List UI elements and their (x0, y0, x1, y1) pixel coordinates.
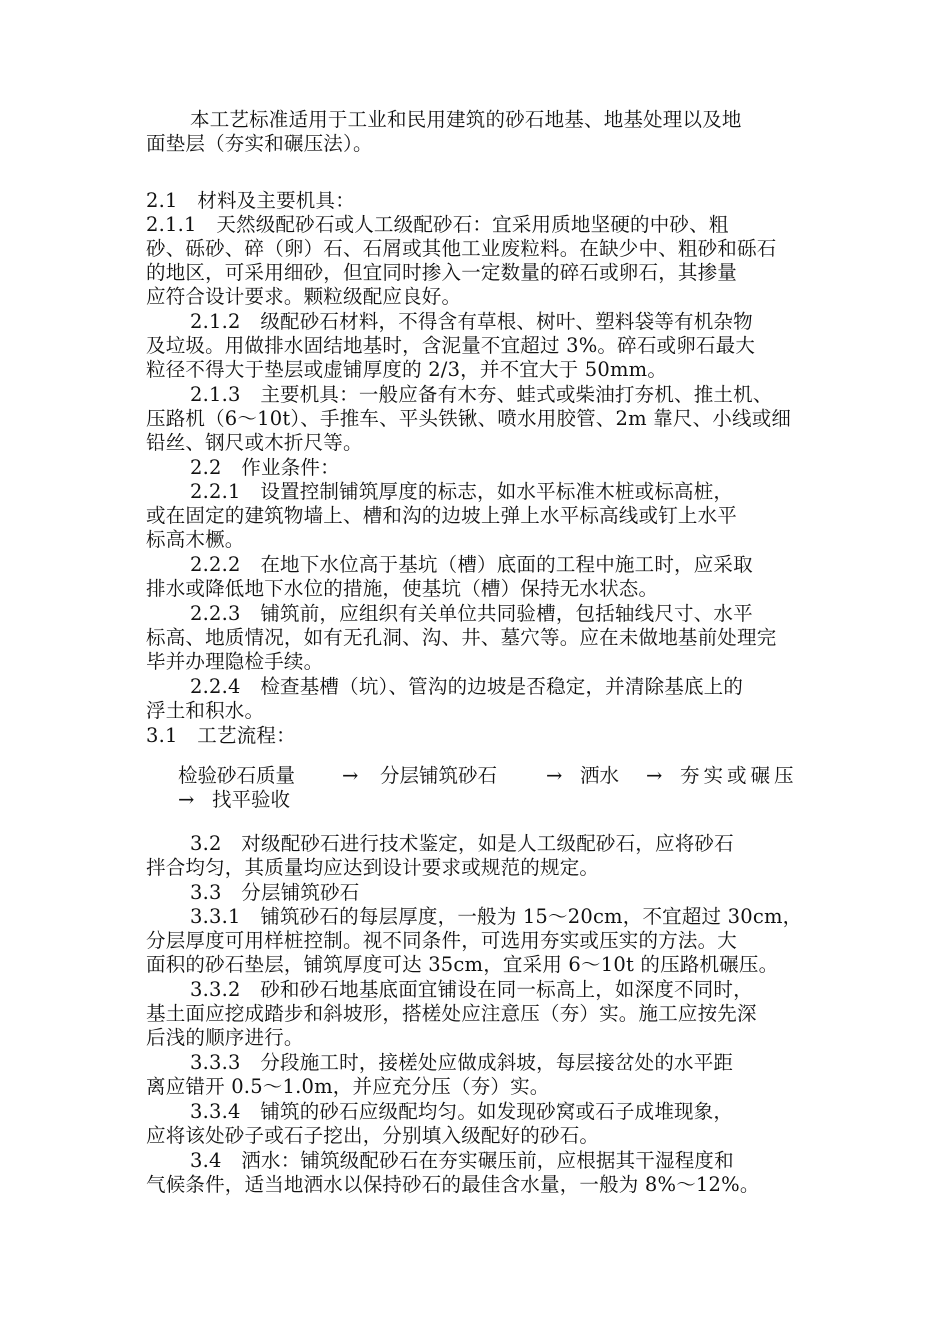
text-line: 2.2.3 铺筑前，应组织有关单位共同验槽，包括轴线尺寸、水平 (190, 602, 753, 625)
text-line: 2.1 材料及主要机具： (146, 189, 355, 212)
text-line: 2.2 作业条件： (190, 456, 340, 479)
flow-arrow-4: → (178, 788, 195, 811)
text-line: 气候条件，适当地洒水以保持砂石的最佳含水量，一般为 8%～12%。 (146, 1173, 760, 1196)
text-line: 及垃圾。用做排水固结地基时，含泥量不宜超过 3%。碎石或卵石最大 (146, 334, 756, 357)
text-line: 后浅的顺序进行。 (146, 1026, 304, 1049)
text-line: 3.3 分层铺筑砂石 (190, 881, 360, 904)
text-line: 粒径不得大于垫层或虚铺厚度的 2/3，并不宜大于 50mm。 (146, 358, 668, 381)
text-line: 铅丝、钢尺或木折尺等。 (146, 431, 363, 454)
text-line: 3.3.3 分段施工时，接槎处应做成斜坡，每层接岔处的水平距 (190, 1051, 734, 1074)
text-line: 基土面应挖成踏步和斜坡形，搭槎处应注意压（夯）实。施工应按先深 (146, 1002, 757, 1025)
text-line: 3.3.1 铺筑砂石的每层厚度，一般为 15～20cm，不宜超过 30cm， (190, 905, 803, 928)
text-line: 标高、地质情况，如有无孔洞、沟、井、墓穴等。应在未做地基前处理完 (146, 626, 777, 649)
text-line: 面积的砂石垫层，铺筑厚度可达 35cm，宜采用 6～10t 的压路机碾压。 (146, 953, 779, 976)
text-line: 应符合设计要求。颗粒级配应良好。 (146, 285, 462, 308)
text-line: 2.2.4 检查基槽（坑）、管沟的边坡是否稳定，并清除基底上的 (190, 675, 744, 698)
text-line: 3.3.4 铺筑的砂石应级配均匀。如发现砂窝或石子成堆现象， (190, 1100, 734, 1123)
text-line: 毕并办理隐检手续。 (146, 650, 324, 673)
text-line: 压路机（6～10t）、手推车、平头铁锹、喷水用胶管、2m 靠尺、小线或细 (146, 407, 792, 430)
text-line: 拌合均匀，其质量均应达到设计要求或规范的规定。 (146, 856, 600, 879)
text-line: 本工艺标准适用于工业和民用建筑的砂石地基、地基处理以及地 (190, 108, 742, 131)
flow-step-2: 分层铺筑砂石 (380, 764, 498, 787)
text-line: 3.4 洒水：铺筑级配砂石在夯实碾压前，应根据其干湿程度和 (190, 1149, 734, 1172)
text-line: 浮土和积水。 (146, 699, 265, 722)
text-line: 2.2.1 设置控制铺筑厚度的标志，如水平标准木桩或标高桩， (190, 480, 734, 503)
flow-step-1: 检验砂石质量 (178, 764, 296, 787)
text-line: 应将该处砂子或石子挖出，分别填入级配好的砂石。 (146, 1124, 600, 1147)
text-line: 分层厚度可用样桩控制。视不同条件，可选用夯实或压实的方法。大 (146, 929, 738, 952)
text-line: 排水或降低地下水位的措施，使基坑（槽）保持无水状态。 (146, 577, 659, 600)
text-line: 3.3.2 砂和砂石地基底面宜铺设在同一标高上，如深度不同时， (190, 978, 753, 1001)
text-line: 标高木橛。 (146, 528, 245, 551)
text-line: 面垫层（夯实和碾压法）。 (146, 132, 373, 155)
text-line: 2.1.2 级配砂石材料，不得含有草根、树叶、塑料袋等有机杂物 (190, 310, 753, 333)
flow-arrow-2: → (546, 764, 563, 787)
flow-step-4: 夯实或碾压 (680, 764, 798, 787)
text-line: 3.2 对级配砂石进行技术鉴定，如是人工级配砂石，应将砂石 (190, 832, 734, 855)
text-line: 砂、砾砂、碎（卵）石、石屑或其他工业废粒料。在缺少中、粗砂和砾石 (146, 237, 777, 260)
text-line: 或在固定的建筑物墙上、槽和沟的边坡上弹上水平标高线或钉上水平 (146, 504, 738, 527)
flow-arrow-1: → (342, 764, 359, 787)
text-line: 2.1.1 天然级配砂石或人工级配砂石：宜采用质地坚硬的中砂、粗 (146, 213, 729, 236)
flow-arrow-3: → (646, 764, 663, 787)
text-line: 3.1 工艺流程： (146, 724, 296, 747)
text-line: 2.1.3 主要机具：一般应备有木夯、蛙式或柴油打夯机、推土机、 (190, 383, 773, 406)
flow-step-5: 找平验收 (212, 788, 291, 811)
text-line: 的地区，可采用细砂，但宜同时掺入一定数量的碎石或卵石，其掺量 (146, 261, 738, 284)
flow-step-3: 洒水 (580, 764, 620, 787)
text-line: 离应错开 0.5～1.0m，并应充分压（夯）实。 (146, 1075, 550, 1098)
text-line: 2.2.2 在地下水位高于基坑（槽）底面的工程中施工时，应采取 (190, 553, 753, 576)
